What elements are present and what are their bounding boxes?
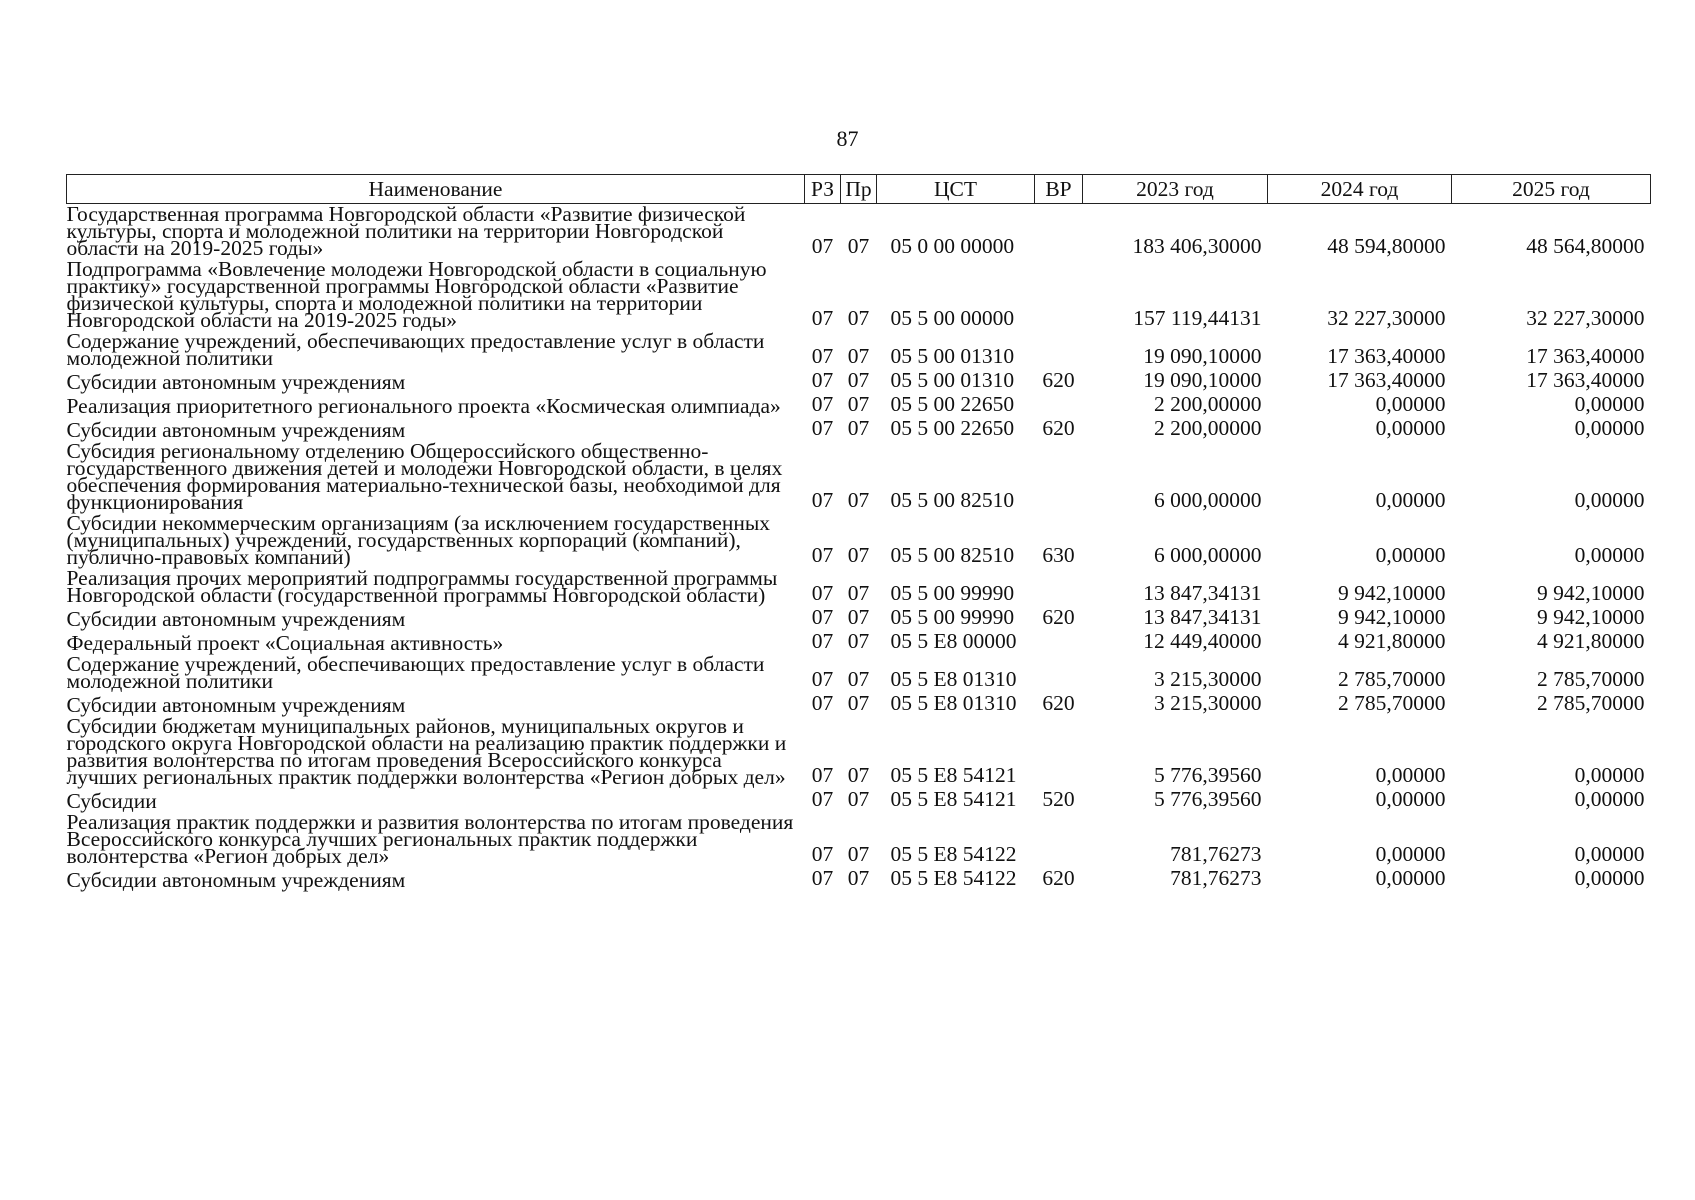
cell-name: Субсидии автономным учреждениям	[66, 693, 406, 717]
cell-vr: 620	[1042, 691, 1075, 715]
cell-name: Субсидии автономным учреждениям	[66, 418, 406, 442]
cell-name: Подпрограмма «Вовлечение молодежи Новгородской области в социальную практику» государственной программы Новгородской области «Развитие физической культуры, спорта и молодежной политики на территории Новгородской области на 2019-2025 годы»	[66, 257, 767, 332]
cell-rz: 07	[811, 234, 834, 258]
budget-table	[66, 174, 1651, 891]
cell-vr: 520	[1042, 787, 1075, 811]
cell-vr	[1035, 204, 1083, 260]
cell-name: Субсидии некоммерческим организациям (за исключением государственных (муниципальных) учреждений, государственных корпораций (компаний), публично-правовых компаний)	[66, 511, 771, 569]
table-row	[67, 513, 1651, 568]
cell-name: Субсидии автономным учреждениям	[66, 370, 406, 394]
cell-2024: 0,00000	[1375, 488, 1446, 512]
cell-cst: 05 5 00 99990	[890, 581, 1015, 605]
cell-rz: 07	[811, 842, 834, 866]
table-row	[67, 654, 1651, 692]
cell-name: Содержание учреждений, обеспечивающих предоставление услуг в области молодежной политики	[66, 329, 765, 370]
cell-2024: 0,00000	[1375, 787, 1446, 811]
cell-vr	[1035, 716, 1083, 788]
cell-vr: 620	[1042, 866, 1075, 890]
cell-2024: 2 785,70000	[1338, 667, 1446, 691]
cell-name: Субсидии бюджетам муниципальных районов, муниципальных округов и городского округа Новгородской области на реализацию практик поддержки и развития волонтерства по итогам проведения Всероссийского конкурса лучших региональных практик поддержки волонтерства «Регион добрых дел»	[66, 714, 787, 789]
cell-cst: 05 5 00 82510	[890, 488, 1015, 512]
cell-2024: 9 942,10000	[1338, 581, 1446, 605]
header-rz: РЗ	[805, 175, 841, 204]
header-cst: ЦСТ	[877, 175, 1035, 204]
cell-rz: 07	[811, 368, 834, 392]
cell-vr	[1035, 441, 1083, 513]
cell-name: Субсидия региональному отделению Общероссийского общественно-государственного движения детей и молодежи Новгородской области, в целях обеспечения формирования материально-технической базы, необходимой для функционирования	[66, 439, 783, 514]
cell-rz: 07	[811, 763, 834, 787]
cell-2025: 0,00000	[1574, 392, 1645, 416]
cell-pr: 07	[847, 488, 870, 512]
cell-2023: 19 090,10000	[1143, 344, 1262, 368]
header-vr: ВР	[1035, 175, 1083, 204]
cell-2025: 32 227,30000	[1526, 306, 1645, 330]
cell-cst: 05 5 E8 54122	[890, 842, 1017, 866]
cell-2025: 2 785,70000	[1537, 667, 1645, 691]
cell-vr: 630	[1042, 543, 1075, 567]
cell-2025: 0,00000	[1574, 416, 1645, 440]
cell-cst: 05 5 E8 00000	[890, 629, 1017, 653]
cell-rz: 07	[811, 392, 834, 416]
cell-2023: 6 000,00000	[1154, 488, 1262, 512]
cell-2025: 0,00000	[1574, 543, 1645, 567]
cell-2024: 0,00000	[1375, 543, 1446, 567]
cell-cst: 05 5 E8 54121	[890, 787, 1017, 811]
table-row	[67, 417, 1651, 441]
cell-pr: 07	[847, 306, 870, 330]
cell-2025: 2 785,70000	[1537, 691, 1645, 715]
cell-2025: 0,00000	[1574, 488, 1645, 512]
cell-2024: 2 785,70000	[1338, 691, 1446, 715]
cell-2025: 0,00000	[1574, 787, 1645, 811]
cell-2024: 48 594,80000	[1327, 234, 1446, 258]
cell-2025: 17 363,40000	[1526, 344, 1645, 368]
cell-rz: 07	[811, 787, 834, 811]
cell-pr: 07	[847, 581, 870, 605]
cell-cst: 05 5 E8 01310	[890, 691, 1017, 715]
cell-2025: 4 921,80000	[1537, 629, 1645, 653]
cell-pr: 07	[847, 605, 870, 629]
cell-2025: 0,00000	[1574, 866, 1645, 890]
cell-pr: 07	[847, 416, 870, 440]
cell-2023: 183 406,30000	[1132, 234, 1262, 258]
table-row	[67, 692, 1651, 716]
cell-2023: 13 847,34131	[1143, 581, 1262, 605]
cell-cst: 05 5 E8 01310	[890, 667, 1017, 691]
cell-rz: 07	[811, 866, 834, 890]
cell-pr: 07	[847, 629, 870, 653]
cell-vr	[1035, 259, 1083, 331]
cell-vr	[1035, 568, 1083, 606]
cell-2024: 17 363,40000	[1327, 344, 1446, 368]
header-2023: 2023 год	[1083, 175, 1268, 204]
cell-vr	[1035, 331, 1083, 369]
cell-name: Реализация прочих мероприятий подпрограммы государственной программы Новгородской области (государственной программы Новгородской области)	[66, 566, 778, 607]
cell-2025: 0,00000	[1574, 763, 1645, 787]
cell-name: Субсидии автономным учреждениям	[66, 607, 406, 631]
cell-2023: 3 215,30000	[1154, 667, 1262, 691]
cell-rz: 07	[811, 667, 834, 691]
cell-2023: 13 847,34131	[1143, 605, 1262, 629]
page-number: 87	[836, 126, 859, 151]
header-name: Наименование	[67, 175, 805, 204]
cell-cst: 05 5 00 01310	[890, 368, 1015, 392]
cell-2024: 0,00000	[1375, 392, 1446, 416]
table-row	[67, 259, 1651, 331]
cell-2024: 32 227,30000	[1327, 306, 1446, 330]
cell-2025: 17 363,40000	[1526, 368, 1645, 392]
cell-2023: 19 090,10000	[1143, 368, 1262, 392]
cell-cst: 05 5 00 22650	[890, 416, 1015, 440]
cell-2023: 2 200,00000	[1154, 416, 1262, 440]
cell-2025: 0,00000	[1574, 842, 1645, 866]
cell-name: Реализация практик поддержки и развития волонтерства по итогам проведения Всероссийского конкурса лучших региональных практик поддержки волонтерства «Регион добрых дел»	[66, 810, 794, 868]
cell-2024: 0,00000	[1375, 416, 1446, 440]
cell-cst: 05 5 00 00000	[890, 306, 1015, 330]
cell-2024: 4 921,80000	[1338, 629, 1446, 653]
cell-2024: 0,00000	[1375, 763, 1446, 787]
table-row	[67, 812, 1651, 867]
cell-pr: 07	[847, 691, 870, 715]
table-row	[67, 606, 1651, 630]
table-row	[67, 441, 1651, 513]
cell-pr: 07	[847, 667, 870, 691]
cell-2023: 5 776,39560	[1154, 763, 1262, 787]
table-row	[67, 204, 1651, 260]
cell-2023: 157 119,44131	[1133, 306, 1262, 330]
table-row	[67, 369, 1651, 393]
cell-2023: 3 215,30000	[1154, 691, 1262, 715]
cell-cst: 05 5 E8 54121	[890, 763, 1017, 787]
cell-name: Государственная программа Новгородской области «Развитие физической культуры, спорта и молодежной политики на территории Новгородской области на 2019-2025 годы»	[66, 202, 746, 260]
cell-rz: 07	[811, 629, 834, 653]
table-row	[67, 331, 1651, 369]
cell-2023: 5 776,39560	[1154, 787, 1262, 811]
cell-name: Содержание учреждений, обеспечивающих предоставление услуг в области молодежной политики	[66, 652, 765, 693]
cell-cst: 05 5 00 82510	[890, 543, 1015, 567]
table-row	[67, 393, 1651, 417]
cell-2025: 9 942,10000	[1537, 605, 1645, 629]
cell-name: Субсидии	[66, 789, 157, 813]
cell-rz: 07	[811, 306, 834, 330]
cell-rz: 07	[811, 416, 834, 440]
cell-2023: 781,76273	[1170, 866, 1262, 890]
cell-rz: 07	[811, 344, 834, 368]
cell-2024: 9 942,10000	[1338, 605, 1446, 629]
cell-cst: 05 5 00 01310	[890, 344, 1015, 368]
table-header-row	[67, 175, 1651, 204]
cell-pr: 07	[847, 344, 870, 368]
header-2024: 2024 год	[1268, 175, 1452, 204]
cell-2025: 48 564,80000	[1526, 234, 1645, 258]
cell-pr: 07	[847, 368, 870, 392]
table-body	[67, 204, 1651, 892]
cell-cst: 05 5 00 22650	[890, 392, 1015, 416]
cell-cst: 05 5 E8 54122	[890, 866, 1017, 890]
header-2025: 2025 год	[1452, 175, 1651, 204]
cell-pr: 07	[847, 543, 870, 567]
cell-vr: 620	[1042, 605, 1075, 629]
cell-rz: 07	[811, 581, 834, 605]
cell-pr: 07	[847, 392, 870, 416]
cell-pr: 07	[847, 842, 870, 866]
cell-rz: 07	[811, 605, 834, 629]
cell-rz: 07	[811, 691, 834, 715]
cell-2023: 12 449,40000	[1143, 629, 1262, 653]
table-row	[67, 630, 1651, 654]
cell-name: Реализация приоритетного регионального проекта «Космическая олимпиада»	[66, 394, 781, 418]
cell-pr: 07	[847, 787, 870, 811]
cell-cst: 05 5 00 99990	[890, 605, 1015, 629]
cell-rz: 07	[811, 543, 834, 567]
cell-vr	[1035, 630, 1083, 654]
table-row	[67, 867, 1651, 891]
cell-cst: 05 0 00 00000	[890, 234, 1015, 258]
cell-vr: 620	[1042, 368, 1075, 392]
header-pr: Пр	[841, 175, 877, 204]
cell-name: Федеральный проект «Социальная активность»	[66, 631, 504, 655]
table-row	[67, 788, 1651, 812]
cell-pr: 07	[847, 763, 870, 787]
cell-vr	[1035, 654, 1083, 692]
cell-vr: 620	[1042, 416, 1075, 440]
cell-2024: 0,00000	[1375, 842, 1446, 866]
cell-2024: 0,00000	[1375, 866, 1446, 890]
table-row	[67, 568, 1651, 606]
cell-2024: 17 363,40000	[1327, 368, 1446, 392]
cell-2023: 781,76273	[1170, 842, 1262, 866]
cell-2023: 2 200,00000	[1154, 392, 1262, 416]
cell-2025: 9 942,10000	[1537, 581, 1645, 605]
cell-pr: 07	[847, 234, 870, 258]
cell-2023: 6 000,00000	[1154, 543, 1262, 567]
cell-rz: 07	[811, 488, 834, 512]
cell-vr	[1035, 393, 1083, 417]
cell-pr: 07	[847, 866, 870, 890]
table-row	[67, 716, 1651, 788]
cell-vr	[1035, 812, 1083, 867]
cell-name: Субсидии автономным учреждениям	[66, 868, 406, 892]
